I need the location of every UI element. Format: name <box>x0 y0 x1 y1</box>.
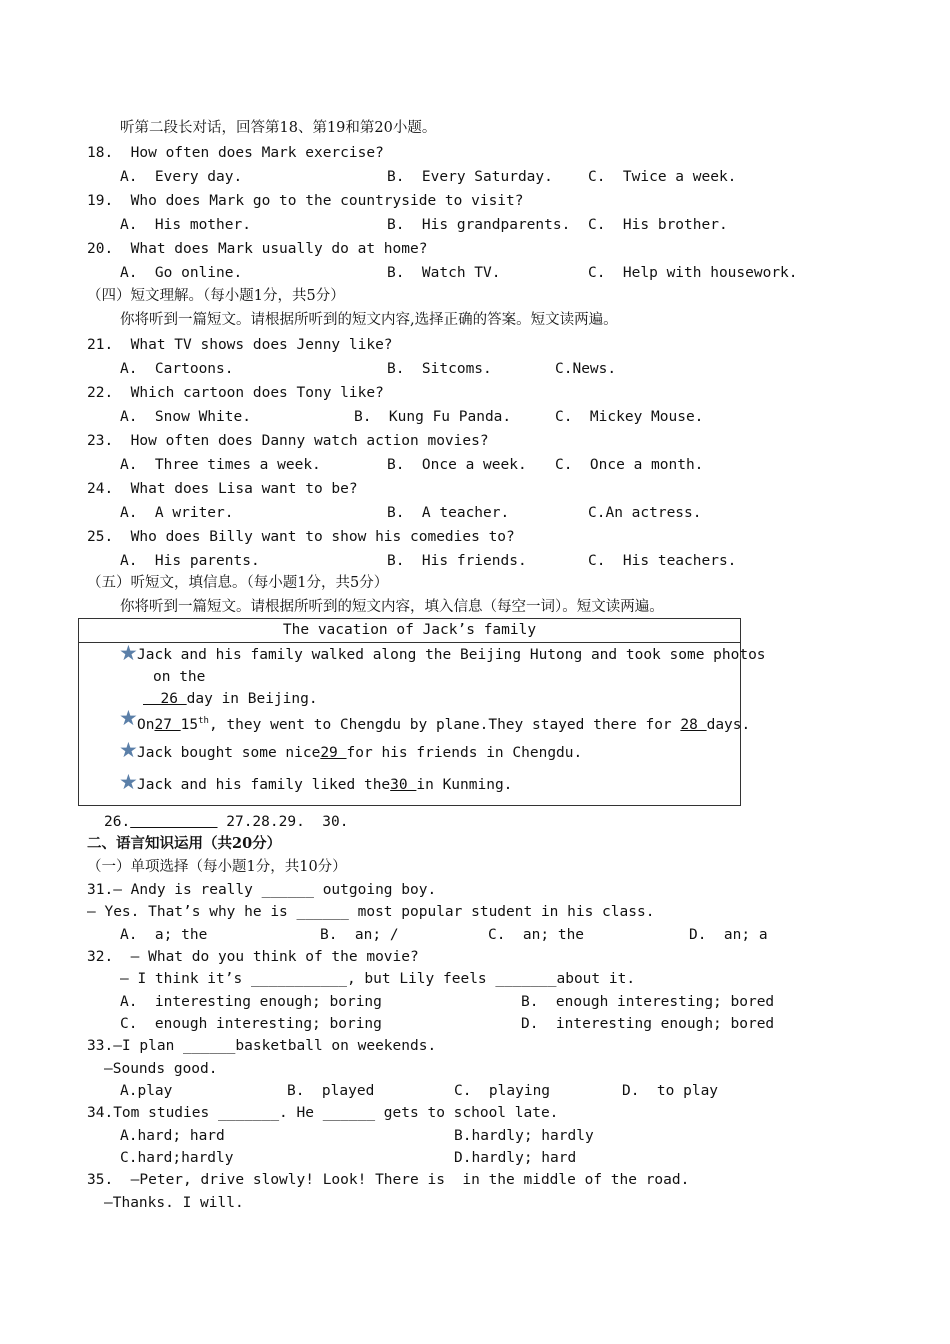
option-24a: A. A writer. <box>120 505 234 521</box>
box-line-2b: 15 <box>180 716 199 733</box>
box-line-3 <box>137 743 582 763</box>
star-icon: ★ <box>119 706 138 730</box>
blank-26: 26 <box>143 691 187 707</box>
question-32b: — I think it’s ___________, but Lily feels _______about it. <box>120 971 636 987</box>
option-34b: B.hardly; hardly <box>454 1128 594 1144</box>
part4-intro: 你将听到一篇短文。请根据所听到的短文内容,选择正确的答案。短文读两遍。 <box>120 312 618 328</box>
answer-line-b: 27.28.29. 30. <box>217 814 349 830</box>
question-21: 21. What TV shows does Jenny like? <box>87 337 393 353</box>
question-33b: —Sounds good. <box>104 1061 218 1077</box>
option-33d: D. to play <box>622 1083 719 1099</box>
box-line-2c: , they went to Chengdu by plane.They stayed there for <box>208 716 681 733</box>
option-20a: A. Go online. <box>120 265 243 281</box>
question-31b: — Yes. That’s why he is ______ most popular student in his class. <box>87 904 655 920</box>
question-24: 24. What does Lisa want to be? <box>87 481 358 497</box>
box-line-3a: Jack bought some nice <box>137 745 321 761</box>
blank-29: 29 <box>320 745 347 761</box>
answer-line <box>104 812 348 832</box>
blank-28: 28 <box>680 716 707 733</box>
option-33c: C. playing <box>454 1083 551 1099</box>
question-20: 20. What does Mark usually do at home? <box>87 241 428 257</box>
option-34c: C.hard;hardly <box>120 1150 234 1166</box>
option-18c: C. Twice a week. <box>588 169 737 185</box>
option-25a: A. His parents. <box>120 553 260 569</box>
option-23a: A. Three times a week. <box>120 457 321 473</box>
option-25c: C. His teachers. <box>588 553 737 569</box>
question-35: 35. —Peter, drive slowly! Look! There is in the middle of the road. <box>87 1172 690 1188</box>
option-19c: C. His brother. <box>588 217 728 233</box>
part2-heading: 二、语言知识运用（共20分） <box>87 835 282 852</box>
question-22: 22. Which cartoon does Tony like? <box>87 385 384 401</box>
option-32a: A. interesting enough; boring <box>120 994 382 1010</box>
box-line-4b: in Kunming. <box>416 777 513 793</box>
part4-heading: （四）短文理解。（每小题1分，共5分） <box>87 288 345 304</box>
vacation-info-box <box>78 618 766 806</box>
box-line-1c <box>143 689 318 709</box>
option-32c: C. enough interesting; boring <box>120 1016 382 1032</box>
option-20b: B. Watch TV. <box>387 265 501 281</box>
box-line-1b: on the <box>153 669 206 685</box>
question-23: 23. How often does Danny watch action movies? <box>87 433 489 449</box>
box-line-2sup: th <box>198 716 209 726</box>
option-21c: C.News. <box>555 361 617 377</box>
option-21b: B. Sitcoms. <box>387 361 492 377</box>
box-line-1c-text: day in Beijing. <box>186 691 318 707</box>
option-19b: B. His grandparents. <box>387 217 571 233</box>
question-32: 32. — What do you think of the movie? <box>87 949 419 965</box>
star-icon: ★ <box>119 641 138 665</box>
option-19a: A. His mother. <box>120 217 251 233</box>
option-33b: B. played <box>287 1083 375 1099</box>
option-22c: C. Mickey Mouse. <box>555 409 704 425</box>
option-22a: A. Snow White. <box>120 409 251 425</box>
option-23b: B. Once a week. <box>387 457 527 473</box>
box-line-3b: for his friends in Chengdu. <box>346 745 583 761</box>
option-18a: A. Every day. <box>120 169 243 185</box>
box-line-4 <box>137 775 512 795</box>
box-line-2d: days. <box>706 716 751 733</box>
option-21a: A. Cartoons. <box>120 361 234 377</box>
option-32b: B. enough interesting; bored <box>521 994 775 1010</box>
part5-heading: （五）听短文，填信息。（每小题1分，共5分） <box>87 575 389 591</box>
option-34d: D.hardly; hard <box>454 1150 577 1166</box>
star-icon: ★ <box>119 770 138 794</box>
option-22b: B. Kung Fu Panda. <box>354 409 512 425</box>
option-31d: D. an; a <box>689 927 768 943</box>
box-title: The vacation of Jack’s family <box>79 619 740 643</box>
option-24b: B. A teacher. <box>387 505 510 521</box>
box-line-1: Jack and his family walked along the Beijing Hutong and took some photos <box>137 647 766 663</box>
question-19: 19. Who does Mark go to the countryside to visit? <box>87 193 524 209</box>
option-31c: C. an; the <box>488 927 585 943</box>
question-18: 18. How often does Mark exercise? <box>87 145 384 161</box>
question-33: 33.—I plan ______basketball on weekends. <box>87 1038 437 1054</box>
option-34a: A.hard; hard <box>120 1128 225 1144</box>
question-31: 31.— Andy is really ______ outgoing boy. <box>87 882 437 898</box>
answer-line-a: 26. <box>104 814 131 830</box>
box-line-2 <box>137 711 750 735</box>
option-25b: B. His friends. <box>387 553 527 569</box>
box-line-2a: On <box>137 716 155 733</box>
option-31b: B. an; / <box>320 927 399 943</box>
option-24c: C.An actress. <box>588 505 702 521</box>
option-31a: A. a; the <box>120 927 208 943</box>
part2-sub: （一）单项选择（每小题1分，共10分） <box>87 859 347 875</box>
option-33a: A.play <box>120 1083 173 1099</box>
option-20c: C. Help with housework. <box>588 265 798 281</box>
star-icon: ★ <box>119 738 138 762</box>
part5-intro: 你将听到一篇短文。请根据所听到的短文内容，填入信息（每空一词）。短文读两遍。 <box>120 599 664 615</box>
answer-blank-26 <box>130 814 217 830</box>
blank-27: 27 <box>154 716 181 733</box>
box-line-4a: Jack and his family liked the <box>137 777 391 793</box>
question-34: 34.Tom studies _______. He ______ gets to school late. <box>87 1105 559 1121</box>
option-32d: D. interesting enough; bored <box>521 1016 775 1032</box>
option-23c: C. Once a month. <box>555 457 704 473</box>
blank-30: 30 <box>390 777 417 793</box>
option-18b: B. Every Saturday. <box>387 169 553 185</box>
section-intro: 听第二段长对话，回答第18、第19和第20小题。 <box>120 120 437 136</box>
question-25: 25. Who does Billy want to show his comedies to? <box>87 529 515 545</box>
question-35b: —Thanks. I will. <box>104 1195 244 1211</box>
